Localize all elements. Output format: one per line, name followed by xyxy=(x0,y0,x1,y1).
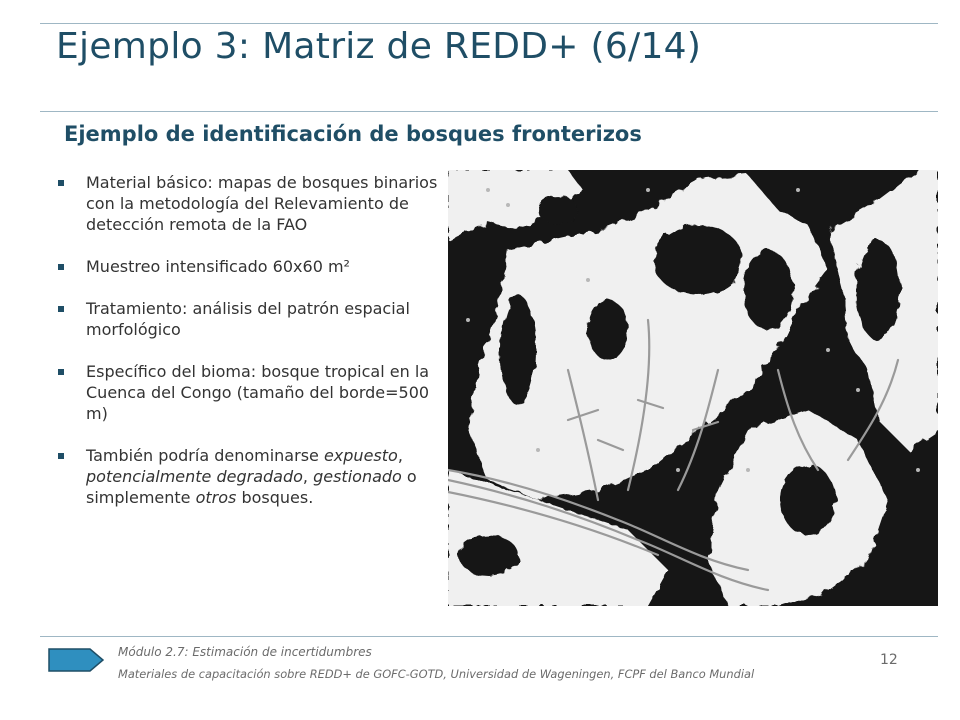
bullet-text: o simplemente xyxy=(86,467,417,507)
bullet-text: Material básico: mapas de bosques binarios con la metodología del Relevamiento de detección remota de la FAO xyxy=(86,173,438,234)
bullet-text: Tratamiento: análisis del patrón espacial morfológico xyxy=(86,299,410,339)
bullet-text-italic: expuesto xyxy=(323,446,398,465)
title-divider xyxy=(40,111,938,112)
page-number: 12 xyxy=(880,652,898,668)
bullet-text: bosques. xyxy=(236,488,314,507)
bullet-text: También podría denominarse xyxy=(86,446,324,465)
bullet-text-italic: otros xyxy=(195,488,237,507)
bullet-text: , xyxy=(397,446,403,465)
bullet-text: , xyxy=(302,467,314,486)
bullet-item xyxy=(56,172,446,235)
slide-subtitle: Ejemplo de identificación de bosques fronterizos xyxy=(64,122,642,146)
bullet-item xyxy=(56,256,446,277)
bullet-list xyxy=(56,172,446,529)
bullet-item xyxy=(56,445,446,508)
slide-title: Ejemplo 3: Matriz de REDD+ (6/14) xyxy=(56,26,702,67)
chevron-arrow-icon xyxy=(48,648,104,672)
footer-rule xyxy=(40,636,938,637)
bullet-text-italic: potencialmente degradado xyxy=(86,467,303,486)
top-rule xyxy=(40,23,938,24)
bullet-text: Específico del bioma: bosque tropical en la Cuenca del Congo (tamaño del borde=500 m) xyxy=(86,362,430,423)
bullet-text-italic: gestionado xyxy=(313,467,402,486)
bullet-item xyxy=(56,361,446,424)
footer-materials: Materiales de capacitación sobre REDD+ de GOFC-GOTD, Universidad de Wageningen, FCPF del Banco Mundial xyxy=(118,667,755,681)
footer-module: Módulo 2.7: Estimación de incertidumbres xyxy=(118,645,372,659)
forest-map-image xyxy=(448,170,938,606)
bullet-item xyxy=(56,298,446,340)
bullet-text: Muestreo intensificado 60x60 m² xyxy=(86,257,350,276)
